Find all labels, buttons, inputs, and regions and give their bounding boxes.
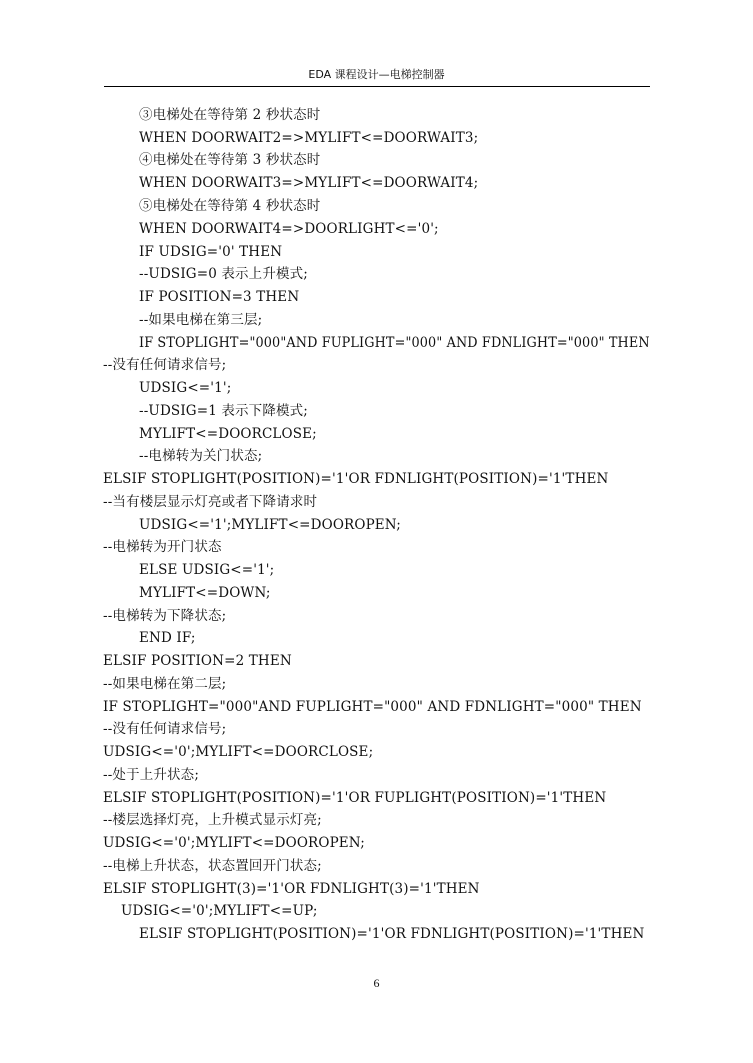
code-line: END IF; (139, 630, 196, 646)
code-line: IF UDSIG='0' THEN (139, 244, 283, 260)
page-number: 6 (373, 976, 380, 990)
code-line: ⑤电梯处在等待第 4 秒状态时 (139, 198, 321, 214)
code-line: UDSIG<='0';MYLIFT<=UP; (121, 903, 318, 919)
code-line: MYLIFT<=DOWN; (139, 585, 271, 601)
code-line: --电梯转为下降状态; (103, 608, 227, 624)
code-line: --当有楼层显示灯亮或者下降请求时 (103, 494, 318, 510)
code-line: --没有任何请求信号; (103, 357, 227, 373)
code-line: ELSIF STOPLIGHT(POSITION)='1'OR FDNLIGHT(POSITION)='1'THEN (139, 926, 645, 942)
code-line: ELSIF STOPLIGHT(POSITION)='1'OR FUPLIGHT(POSITION)='1'THEN (103, 790, 607, 806)
code-line: --处于上升状态; (103, 767, 200, 783)
code-line: --UDSIG=0 表示上升模式; (139, 266, 308, 282)
code-line: --如果电梯在第三层; (139, 312, 263, 328)
code-line: WHEN DOORWAIT2=>MYLIFT<=DOORWAIT3; (139, 130, 479, 146)
code-line: IF STOPLIGHT="000"AND FUPLIGHT="000" AND FDNLIGHT="000" THEN (103, 699, 642, 715)
code-line: MYLIFT<=DOORCLOSE; (139, 426, 317, 442)
code-line: ELSIF STOPLIGHT(3)='1'OR FDNLIGHT(3)='1'THEN (103, 881, 480, 897)
code-line: IF POSITION=3 THEN (139, 289, 300, 305)
code-line: UDSIG<='0';MYLIFT<=DOOROPEN; (103, 835, 365, 851)
code-line: WHEN DOORWAIT4=>DOORLIGHT<='0'; (139, 221, 439, 237)
code-line: UDSIG<='0';MYLIFT<=DOORCLOSE; (103, 744, 374, 760)
code-line: --电梯转为开门状态 (103, 539, 222, 555)
code-line: ④电梯处在等待第 3 秒状态时 (139, 152, 321, 168)
code-line: WHEN DOORWAIT3=>MYLIFT<=DOORWAIT4; (139, 175, 479, 191)
code-line: ③电梯处在等待第 2 秒状态时 (139, 107, 321, 123)
code-line: UDSIG<='1'; (139, 380, 232, 396)
code-line: --如果电梯在第二层; (103, 676, 227, 692)
code-line: --电梯转为关门状态; (139, 448, 263, 464)
page-header: EDA 课程设计—电梯控制器 (308, 68, 445, 81)
code-line: ELSIF STOPLIGHT(POSITION)='1'OR FDNLIGHT(POSITION)='1'THEN (103, 471, 609, 487)
code-line: ELSIF POSITION=2 THEN (103, 653, 292, 669)
code-line: --电梯上升状态，状态置回开门状态; (103, 858, 322, 874)
code-line: UDSIG<='1';MYLIFT<=DOOROPEN; (139, 517, 401, 533)
code-line: --楼层选择灯亮，上升模式显示灯亮; (103, 812, 322, 828)
code-line: IF STOPLIGHT="000"AND FUPLIGHT="000" AND FDNLIGHT="000" THEN (139, 335, 650, 351)
code-line: ELSE UDSIG<='1'; (139, 562, 275, 578)
code-line: --没有任何请求信号; (103, 721, 227, 737)
code-line: --UDSIG=1 表示下降模式; (139, 403, 308, 419)
